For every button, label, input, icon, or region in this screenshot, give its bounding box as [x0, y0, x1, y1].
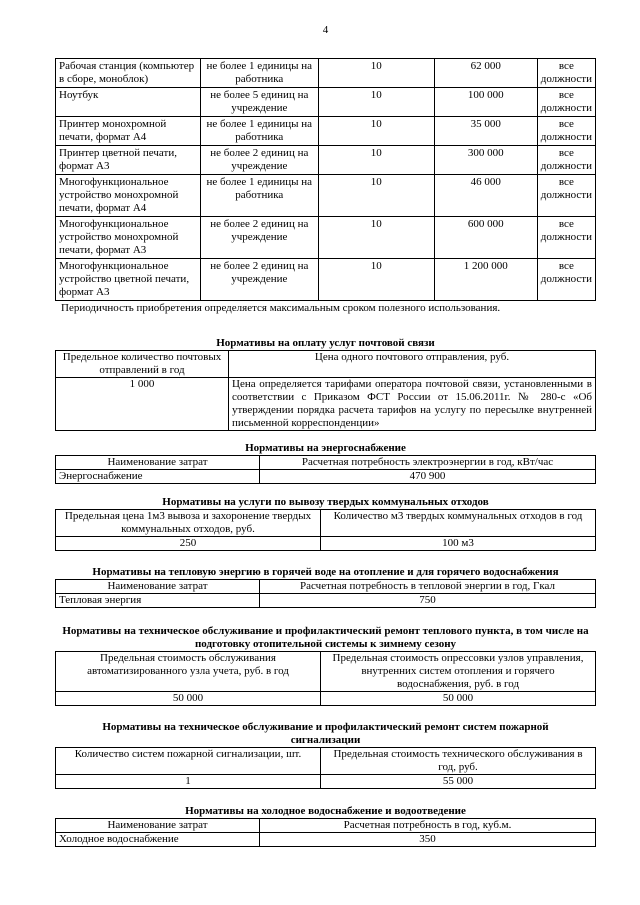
waste-price-value: 250: [56, 537, 321, 551]
fire-section-title: Нормативы на техническое обслуживание и профилактический ремонт систем пожарной сигнализации: [102, 721, 549, 746]
equipment-name-cell: Многофункциональное устройство монохромной печати, формат А3: [56, 217, 201, 259]
equipment-price-cell: 300 000: [434, 146, 537, 175]
postal-header-count: Предельное количество почтовых отправлений в год: [56, 351, 229, 378]
water-name-value: Холодное водоснабжение: [56, 833, 260, 847]
equipment-price-cell: 600 000: [434, 217, 537, 259]
equipment-price-cell: 62 000: [434, 59, 537, 88]
equipment-price-cell: 35 000: [434, 117, 537, 146]
equipment-years-cell: 10: [318, 259, 434, 301]
equipment-years-cell: 10: [318, 175, 434, 217]
fire-table: [55, 747, 596, 789]
energy-need-value: 470 900: [260, 470, 596, 484]
fire-count-value: 1: [56, 775, 321, 789]
waste-header-volume: Количество м3 твердых коммунальных отходов в год: [321, 510, 596, 537]
equipment-limit-cell: не более 1 единицы на работника: [200, 59, 318, 88]
heat-point-pressure-value: 50 000: [321, 692, 596, 706]
equipment-positions-cell: все должности: [537, 117, 595, 146]
table-row: [56, 259, 596, 301]
heat-point-table: [55, 651, 596, 706]
equipment-positions-cell: все должности: [537, 88, 595, 117]
equipment-name-cell: Многофункциональное устройство цветной печати, формат А3: [56, 259, 201, 301]
waste-section-title: Нормативы на услуги по вывозу твердых коммунальных отходов: [162, 496, 489, 508]
postal-count-value: 1 000: [56, 378, 229, 431]
fire-cost-value: 55 000: [321, 775, 596, 789]
equipment-table-body: [56, 59, 596, 301]
equipment-limit-cell: не более 2 единиц на учреждение: [200, 259, 318, 301]
equipment-limit-cell: не более 1 единицы на работника: [200, 175, 318, 217]
equipment-positions-cell: все должности: [537, 146, 595, 175]
heat-point-header-pressure: Предельная стоимость опрессовки узлов управления, внутренних систем отопления и горячего водоснабжения, руб. в год: [321, 652, 596, 692]
water-header-name: Наименование затрат: [56, 819, 260, 833]
equipment-limit-cell: не более 5 единиц на учреждение: [200, 88, 318, 117]
equipment-years-cell: 10: [318, 59, 434, 88]
equipment-name-cell: Принтер цветной печати, формат А3: [56, 146, 201, 175]
equipment-price-cell: 46 000: [434, 175, 537, 217]
equipment-positions-cell: все должности: [537, 217, 595, 259]
equipment-positions-cell: все должности: [537, 59, 595, 88]
heat-name-value: Тепловая энергия: [56, 594, 260, 608]
heat-point-metering-value: 50 000: [56, 692, 321, 706]
waste-table: [55, 509, 596, 551]
heat-header-need: Расчетная потребность в тепловой энергии в год, Гкал: [260, 580, 596, 594]
table-row: [56, 59, 596, 88]
equipment-positions-cell: все должности: [537, 175, 595, 217]
fire-header-count: Количество систем пожарной сигнализации, шт.: [56, 748, 321, 775]
equipment-name-cell: Ноутбук: [56, 88, 201, 117]
heat-section-title: Нормативы на тепловую энергию в горячей воде на отопление и для горячего водоснабжения: [92, 566, 559, 578]
energy-header-need: Расчетная потребность электроэнергии в год, кВт/час: [260, 456, 596, 470]
table-row: [56, 146, 596, 175]
postal-table: [55, 350, 596, 431]
energy-header-name: Наименование затрат: [56, 456, 260, 470]
equipment-years-cell: 10: [318, 217, 434, 259]
table-row: [56, 175, 596, 217]
water-table: [55, 818, 596, 847]
equipment-name-cell: Принтер монохромной печати, формат А4: [56, 117, 201, 146]
postal-header-price: Цена одного почтового отправления, руб.: [229, 351, 596, 378]
table-row: [56, 217, 596, 259]
equipment-limit-cell: не более 2 единиц на учреждение: [200, 146, 318, 175]
equipment-limit-cell: не более 2 единиц на учреждение: [200, 217, 318, 259]
energy-table: [55, 455, 596, 484]
water-section-title: Нормативы на холодное водоснабжение и водоотведение: [185, 805, 466, 817]
waste-header-price: Предельная цена 1м3 вывоза и захоронение твердых коммунальных отходов, руб.: [56, 510, 321, 537]
postal-price-value: Цена определяется тарифами оператора почтовой связи, установленными в соответствии с Приказом ФСТ России от 15.06.2011г. № 280-с «Об утверждении порядка расчета тарифов на услугу по пересылке внутренней письменной корреспонденции»: [229, 378, 596, 431]
table-row: [56, 88, 596, 117]
waste-volume-value: 100 м3: [321, 537, 596, 551]
equipment-name-cell: Рабочая станция (компьютер в сборе, моноблок): [56, 59, 201, 88]
energy-section-title: Нормативы на энергоснабжение: [245, 442, 406, 454]
fire-header-cost: Предельная стоимость технического обслуживания в год, руб.: [321, 748, 596, 775]
equipment-name-cell: Многофункциональное устройство монохромной печати, формат А4: [56, 175, 201, 217]
water-need-value: 350: [260, 833, 596, 847]
table-row: [56, 117, 596, 146]
equipment-limit-cell: не более 1 единицы на работника: [200, 117, 318, 146]
equipment-price-cell: 100 000: [434, 88, 537, 117]
equipment-table: [55, 58, 596, 301]
postal-section-title: Нормативы на оплату услуг почтовой связи: [216, 337, 435, 349]
equipment-price-cell: 1 200 000: [434, 259, 537, 301]
equipment-positions-cell: все должности: [537, 259, 595, 301]
heat-table: [55, 579, 596, 608]
equipment-years-cell: 10: [318, 146, 434, 175]
equipment-years-cell: 10: [318, 88, 434, 117]
heat-point-header-metering: Предельная стоимость обслуживания автоматизированного узла учета, руб. в год: [56, 652, 321, 692]
energy-name-value: Энергоснабжение: [56, 470, 260, 484]
page-number: 4: [322, 24, 329, 36]
water-header-need: Расчетная потребность в год, куб.м.: [260, 819, 596, 833]
heat-need-value: 750: [260, 594, 596, 608]
heat-header-name: Наименование затрат: [56, 580, 260, 594]
equipment-note: Периодичность приобретения определяется максимальным сроком полезного использования.: [61, 302, 501, 314]
equipment-years-cell: 10: [318, 117, 434, 146]
heat-point-section-title: Нормативы на техническое обслуживание и профилактический ремонт теплового пункта, в том числе на подготовку отопительной системы к зимнему сезону: [62, 625, 589, 650]
